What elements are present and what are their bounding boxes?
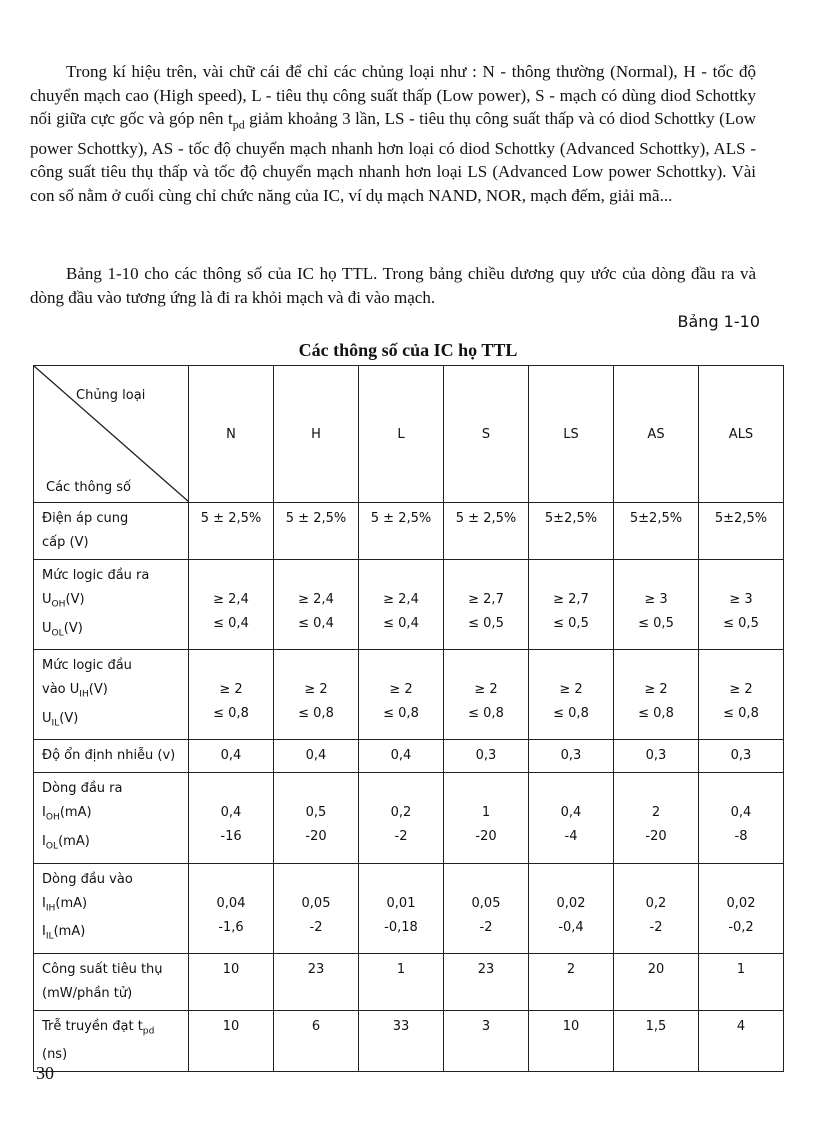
value-cell [359,503,444,560]
row-label-line: (mW/phần tử) [42,985,133,1001]
value-line: 0,01 [386,895,416,911]
value-cell [699,1010,784,1072]
value-cell [614,1010,699,1072]
page-number: 30 [36,1063,54,1083]
col-header: ALS [699,366,784,503]
value-line: 5 ± 2,5% [285,511,347,526]
value-cell [444,863,529,953]
value-line [614,654,698,678]
value-line: ≤ 0,4 [213,616,249,631]
value-cell [274,1010,359,1072]
value-line [359,777,443,801]
value-line [189,654,273,678]
value-cell [529,1010,614,1072]
row-label [34,740,189,773]
col-header: AS [614,366,699,503]
value-cell [274,740,359,773]
value-cell [359,773,444,863]
value-line: ≤ 0,8 [553,706,589,722]
value-line [189,868,273,892]
value-line [189,564,273,588]
value-line: ≤ 0,4 [298,616,334,631]
row-label-line: (ns) [42,1047,68,1063]
value-line: ≥ 2 [219,682,243,698]
value-line: 0,4 [730,805,752,821]
value-cell [274,650,359,740]
value-line: -0,4 [558,919,584,935]
value-cell [529,503,614,560]
value-line: 0,2 [390,805,412,821]
value-line: 2 [651,805,661,821]
value-line [444,564,528,588]
value-line [614,777,698,801]
value-line: 0,5 [305,805,327,821]
value-cell [359,650,444,740]
value-line: 0,4 [390,748,412,764]
row-label-line: Công suất tiêu thụ [42,961,163,977]
value-line [699,777,783,801]
value-cell [699,503,784,560]
value-cell [614,560,699,650]
value-line [529,654,613,678]
value-line: ≤ 0,8 [213,706,249,722]
value-line: 3 [481,1018,491,1034]
col-header: S [444,366,529,503]
table-row [34,740,784,773]
value-line: 10 [562,1018,580,1034]
value-line: 0,2 [645,895,667,911]
value-line: -4 [564,829,578,845]
value-cell [699,560,784,650]
value-line: ≥ 2 [304,682,328,698]
value-line [529,868,613,892]
value-line [529,564,613,588]
row-label [34,503,189,560]
value-line: ≤ 0,5 [553,616,589,631]
row-label-line: $I_{OL}(mA)$ [42,833,90,852]
value-line: ≥ 3 [729,592,753,607]
value-line: ≥ 2 [644,682,668,698]
value-cell [189,863,274,953]
value-line: 0,4 [560,805,582,821]
value-line [529,777,613,801]
value-line: -8 [734,829,748,845]
table-row [34,773,784,863]
value-cell [699,863,784,953]
value-line [359,564,443,588]
value-line: -1,6 [218,919,244,935]
header-row [34,366,784,503]
value-line: 6 [311,1018,321,1034]
value-line: ≤ 0,8 [298,706,334,722]
row-label [34,863,189,953]
value-line: -0,18 [384,919,418,935]
value-cell [444,953,529,1010]
value-line: ≤ 0,5 [468,616,504,631]
table-row [34,560,784,650]
value-cell [189,1010,274,1072]
value-cell [614,503,699,560]
row-label-line: Trễ truyền đạt $t_{pd}$ [42,1018,155,1037]
value-cell [614,740,699,773]
value-line: ≥ 2,7 [468,592,504,607]
row-label-line: Dòng đầu ra [42,781,123,797]
value-cell [359,740,444,773]
row-label-line: $I_{IH}(mA)$ [42,895,88,914]
value-line: ≤ 0,8 [723,706,759,722]
col-header: H [274,366,359,503]
table-row [34,953,784,1010]
value-line [699,564,783,588]
value-line: 1 [396,961,406,977]
table-row [34,863,784,953]
ttl-parameters-table [33,365,784,1072]
value-line [614,868,698,892]
value-line: -2 [309,919,323,935]
value-line [359,868,443,892]
col-header: N [189,366,274,503]
value-line: -2 [649,919,663,935]
col-header: LS [529,366,614,503]
value-cell [359,560,444,650]
value-cell [699,773,784,863]
value-line: 0,4 [220,748,242,764]
value-line: 23 [477,961,495,977]
value-line: ≤ 0,5 [638,616,674,631]
corner-param-label: Các thông số [46,480,131,495]
table-caption: Các thông số của IC họ TTL [298,340,518,360]
row-label-line: $U_{IL}(V)$ [42,710,79,729]
value-line: -2 [394,829,408,845]
value-cell [699,650,784,740]
value-cell [614,773,699,863]
value-line: 0,05 [301,895,331,911]
value-line: 20 [647,961,665,977]
value-cell [274,773,359,863]
value-line: 5±2,5% [714,511,768,526]
row-label [34,773,189,863]
row-label-line: vào $U_{IH}(V)$ [42,682,108,700]
table-row [34,503,784,560]
value-cell [614,953,699,1010]
value-line: ≥ 2 [559,682,583,698]
value-line [274,777,358,801]
value-line: 5 ± 2,5% [370,511,432,526]
value-line: -0,2 [728,919,754,935]
value-cell [189,650,274,740]
row-label [34,953,189,1010]
value-line: 0,3 [645,748,667,764]
value-line [614,564,698,588]
value-line: 0,04 [216,895,246,911]
value-line: 10 [222,961,240,977]
value-cell [529,953,614,1010]
value-cell [444,740,529,773]
value-cell [274,863,359,953]
corner-type-label: Chủng loại [76,388,146,403]
value-cell [189,953,274,1010]
row-label-line: $U_{OL}(V)$ [42,620,83,639]
value-line: -16 [220,829,242,845]
value-line [444,654,528,678]
value-cell [529,740,614,773]
value-line: -2 [479,919,493,935]
value-cell [189,560,274,650]
table-row [34,650,784,740]
col-header: L [359,366,444,503]
row-label-line: Mức logic đầu [42,658,132,674]
value-line: ≥ 2,7 [553,592,589,607]
value-line [699,868,783,892]
value-line: 5±2,5% [629,511,683,526]
value-line: ≥ 2,4 [298,592,334,607]
value-cell [699,740,784,773]
value-line: 0,05 [471,895,501,911]
value-line: 4 [736,1018,746,1034]
value-line: 0,3 [730,748,752,764]
table-row [34,1010,784,1072]
value-cell [274,560,359,650]
value-cell [444,503,529,560]
value-line [189,777,273,801]
value-cell [444,650,529,740]
row-label [34,650,189,740]
value-line: 0,02 [556,895,586,911]
row-label-line: Điện áp cung [42,511,129,526]
value-line: -20 [475,829,497,845]
value-line: 0,4 [220,805,242,821]
value-line: ≥ 2 [474,682,498,698]
value-line: -20 [305,829,327,845]
value-line: 0,3 [475,748,497,764]
value-cell [529,560,614,650]
value-cell [699,953,784,1010]
value-cell [444,1010,529,1072]
row-label-line: cấp (V) [42,535,89,550]
paragraph-1: Trong kí hiệu trên, vài chữ cái để chỉ các chủng loại như : N - thông thường (Normal), H - tốc độ chuyển mạch cao (High speed), L - tiêu thụ công suất thấp (Low power), S - mạch có dùng diod Schottky nối giữa cực gốc và góp nên $t_{pd}$ giảm khoảng 3 lần, LS - tiêu thụ công suất thấp và có diod Schottky (Low power Schottky), AS - tốc độ chuyển mạch nhanh hơn loại có diod Schottky (Advanced Schottky), ALS - công suất tiêu thụ thấp và tốc độ chuyển mạch nhanh hơn loại LS (Advanced Low power Schottky). Vài con số nằm ở cuối cùng chỉ chức năng của IC, ví dụ mạch NAND, NOR, mạch đếm, giải mã... [30,62,756,205]
value-line: 0,4 [305,748,327,764]
value-line: ≤ 0,8 [638,706,674,722]
row-label-line: Dòng đầu vào [42,871,133,887]
paragraph-2: Bảng 1-10 cho các thông số của IC họ TTL. Trong bảng chiều dương quy ước của dòng đầu ra và dòng đầu vào tương ứng là đi ra khỏi mạch và đi vào mạch. [30,264,756,307]
value-line: 1 [481,805,491,821]
value-line [699,654,783,678]
value-cell [359,863,444,953]
value-cell [274,953,359,1010]
value-line: 2 [566,961,576,977]
value-line: ≤ 0,5 [723,616,759,631]
value-line: 23 [307,961,325,977]
value-cell [359,953,444,1010]
value-line: 33 [392,1018,410,1034]
value-cell [274,503,359,560]
value-line: 0,3 [560,748,582,764]
table-body [34,503,784,1072]
value-line [444,868,528,892]
value-line: ≥ 2,4 [383,592,419,607]
row-label-line: $U_{OH}(V)$ [42,592,85,610]
value-line [274,654,358,678]
value-cell [359,1010,444,1072]
value-cell [189,773,274,863]
value-line: ≥ 2 [729,682,753,698]
value-line: ≤ 0,8 [468,706,504,722]
corner-cell [34,366,189,503]
value-line: ≥ 2 [389,682,413,698]
value-line: 1,5 [645,1018,667,1034]
value-line: ≥ 2,4 [213,592,249,607]
value-cell [529,650,614,740]
value-line [444,777,528,801]
value-line: 5 ± 2,5% [455,511,517,526]
value-line: 10 [222,1018,240,1034]
value-cell [529,773,614,863]
value-cell [614,863,699,953]
value-line [274,564,358,588]
value-cell [529,863,614,953]
value-cell [444,560,529,650]
table-label: Bảng 1-10 [677,312,760,331]
value-cell [444,773,529,863]
value-line: 5 ± 2,5% [200,511,262,526]
row-label-line: Mức logic đầu ra [42,568,150,583]
value-line: 5±2,5% [544,511,598,526]
value-line: ≤ 0,8 [383,706,419,722]
value-line [274,868,358,892]
value-cell [189,740,274,773]
value-line [359,654,443,678]
value-line: ≤ 0,4 [383,616,419,631]
row-label-line: Độ ổn định nhiễu (v) [42,748,176,764]
value-line: 0,02 [726,895,756,911]
value-line: -20 [645,829,667,845]
value-line: ≥ 3 [644,592,668,607]
value-line: 1 [736,961,746,977]
value-cell [189,503,274,560]
row-label [34,560,189,650]
row-label-line: $I_{IL}(mA)$ [42,924,86,942]
value-cell [614,650,699,740]
row-label-line: $I_{OH}(mA)$ [42,805,92,823]
row-label [34,1010,189,1072]
